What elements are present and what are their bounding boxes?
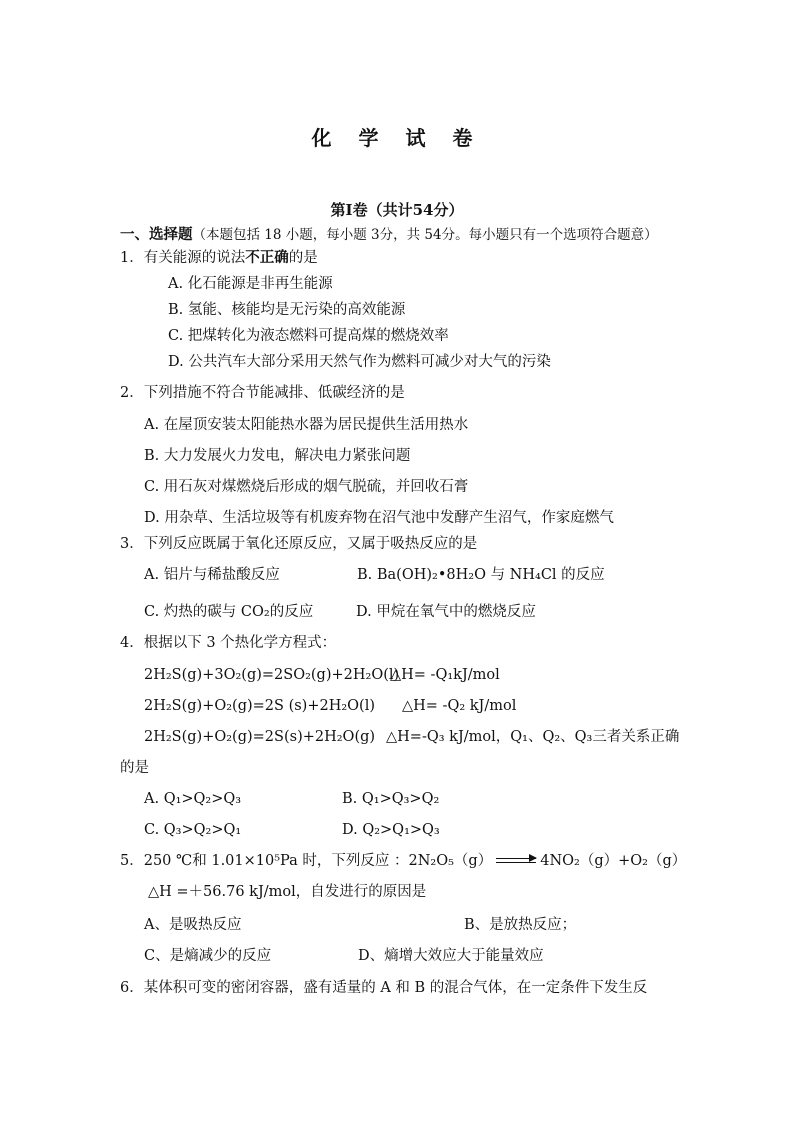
question-4-stem-continued: 的是 (120, 760, 149, 776)
question-4-option-b: B. Q₁>Q₃>Q₂ (342, 791, 440, 807)
section-note: （本题包括 18 小题，每小题 3分，共 54分。每小题只有一个选项符合题意） (192, 227, 658, 243)
question-3-option-d: D. 甲烷在氧气中的燃烧反应 (356, 604, 536, 620)
question-2-option-b: B. 大力发展火力发电，解决电力紧张问题 (144, 448, 411, 464)
question-3-option-b: B. Ba(OH)₂•8H₂O 与 NH₄Cl 的反应 (357, 567, 605, 583)
question-1-stem-end: 的是 (288, 250, 318, 266)
enthalpy-1: △H= -Q₁kJ/mol (390, 667, 500, 683)
question-6-stem: 6．某体积可变的密闭容器，盛有适量的 A 和 B 的混合气体，在一定条件下发生反 (120, 980, 648, 996)
page-title: 化 学 试 卷 (311, 126, 483, 150)
question-5-enthalpy: △H =＋56.76 kJ/mol，自发进行的原因是 (148, 884, 427, 900)
question-1-emphasis: 不正确 (245, 249, 289, 266)
question-2-option-c: C. 用石灰对煤燃烧后形成的烟气脱硫，并回收石膏 (144, 479, 469, 495)
question-5-option-a: A、是吸热反应 (144, 917, 242, 933)
question-5-option-b: B、是放热反应； (464, 917, 577, 933)
question-4-option-a: A. Q₁>Q₂>Q₃ (144, 791, 242, 807)
question-1-option-c: C. 把煤转化为液态燃料可提高煤的燃烧效率 (168, 328, 449, 344)
question-4-option-d: D. Q₂>Q₁>Q₃ (342, 822, 440, 838)
section-title: 一、选择题 (120, 226, 193, 243)
question-2-stem: 2．下列措施不符合节能减排、低碳经济的是 (120, 385, 405, 401)
section-heading (120, 228, 658, 243)
question-2-option-a: A. 在屋顶安装太阳能热水器为居民提供生活用热水 (144, 417, 469, 433)
enthalpy-3: △H=-Q₃ kJ/mol，Q₁、Q₂、Q₃三者关系正确 (386, 729, 680, 745)
question-5-stem (120, 854, 686, 869)
equilibrium-arrow-icon (496, 856, 536, 866)
question-3-stem: 3．下列反应既属于氧化还原反应，又属于吸热反应的是 (120, 536, 478, 552)
part-heading: 第Ⅰ卷（共计54分） (330, 201, 464, 219)
question-4-stem: 4．根据以下 3 个热化学方程式： (120, 635, 337, 651)
question-2-option-d: D. 用杂草、生活垃圾等有机废弃物在沼气池中发酵产生沼气，作家庭燃气 (144, 510, 614, 526)
question-3-option-c: C. 灼热的碳与 CO₂的反应 (144, 604, 314, 620)
question-1-stem (120, 251, 318, 266)
question-5-option-d: D、熵增大效应大于能量效应 (358, 948, 544, 964)
question-1-stem-text: 1．有关能源的说法 (120, 250, 246, 266)
question-3-option-a: A. 铝片与稀盐酸反应 (144, 567, 280, 583)
equation-1: 2H₂S(g)+3O₂(g)=2SO₂(g)+2H₂O(l) (144, 667, 400, 683)
equation-2: 2H₂S(g)+O₂(g)=2S (s)+2H₂O(l) (144, 698, 376, 714)
question-4-option-c: C. Q₃>Q₂>Q₁ (144, 822, 242, 838)
question-5-option-c: C、是熵减少的反应 (144, 948, 272, 964)
question-1-option-a: A. 化石能源是非再生能源 (168, 276, 333, 292)
equation-3: 2H₂S(g)+O₂(g)=2S(s)+2H₂O(g) (144, 729, 376, 745)
question-5-products: 4NO₂（g）+O₂（g） (540, 853, 687, 869)
enthalpy-2: △H= -Q₂ kJ/mol (402, 698, 517, 714)
question-1-option-d: D. 公共汽车大部分采用天然气作为燃料可减少对大气的污染 (168, 354, 551, 370)
question-1-option-b: B. 氢能、核能均是无污染的高效能源 (168, 302, 406, 318)
question-5-reactants: 5．250 ℃和 1.01×10⁵Pa 时，下列反应 ：2N₂O₅（g） (120, 853, 493, 869)
